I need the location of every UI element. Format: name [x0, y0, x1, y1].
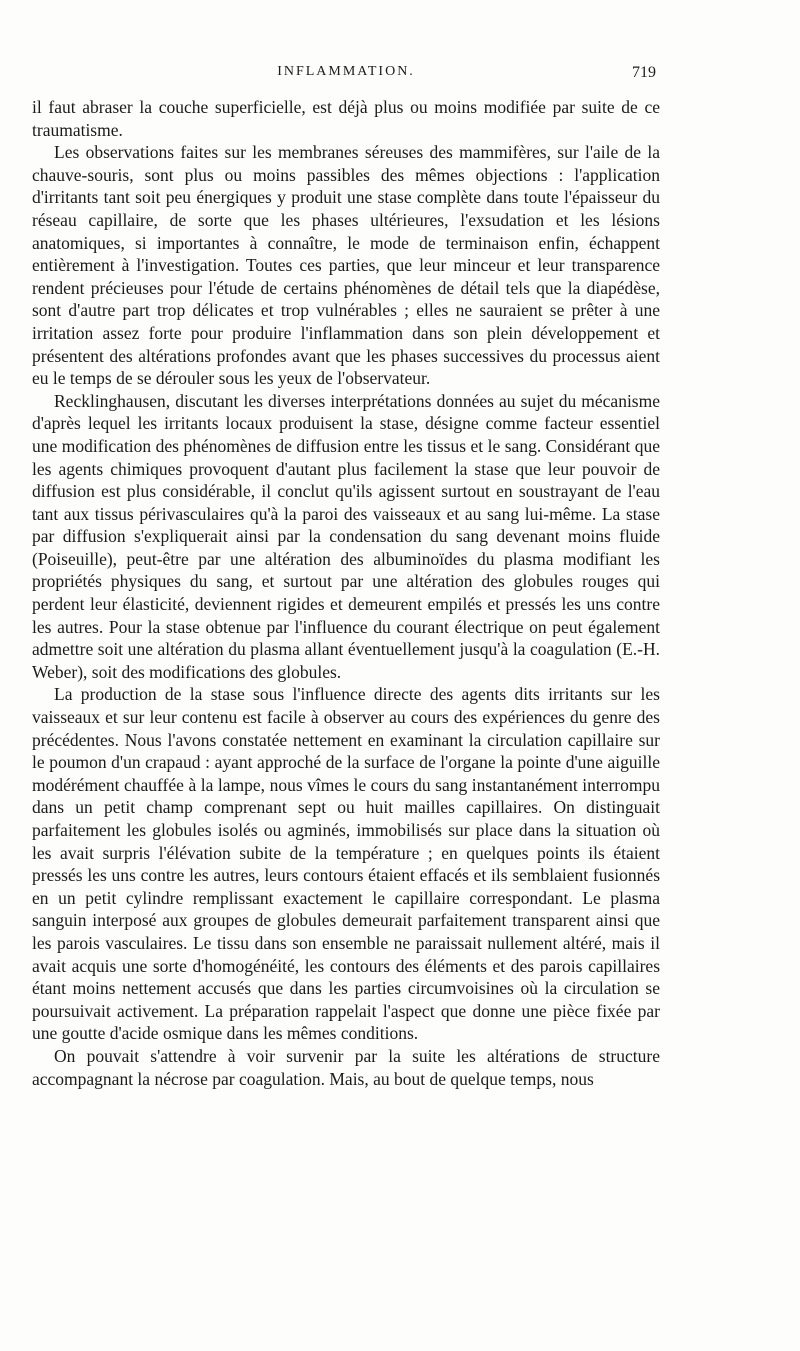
page-number: 719: [632, 64, 656, 81]
paragraph-1: il faut abraser la couche superficielle, est déjà plus ou moins modifiée par suite de ce traumatisme.: [32, 97, 660, 140]
body-text: [32, 96, 660, 1090]
paragraph-5: On pouvait s'attendre à voir survenir par la suite les altérations de structure accompagnant la nécrose par coagulation. Mais, au bout de quelque temps, nous: [32, 1045, 660, 1089]
page-header: [32, 64, 660, 92]
paragraph-3: Recklinghausen, discutant les diverses interprétations données au sujet du mécanisme d'après lequel les irritants locaux produisent la stase, désigne comme facteur essentiel une modification des phénomènes de diffusion entre les tissus et le sang. Considérant que les agents chimiques provoquent d'autant plus facilement la stase que leur pouvoir de diffusion est plus considérable, il conclut qu'ils agissent surtout en soustrayant de l'eau tant aux tissus périvasculaires qu'à la paroi des vaisseaux et au sang lui-même. La stase par diffusion s'expliquerait ainsi par la condensation du sang devenant moins fluide (Poiseuille), peut-être par une altération des albuminoïdes du plasma modifiant les propriétés physiques du sang, et surtout par une altération des globules rouges qui perdent leur élasticité, deviennent rigides et demeurent empilés et pressés les uns contre les autres. Pour la stase obtenue par l'influence du courant électrique on peut également admettre soit une altération du plasma allant éventuellement jusqu'à la coagulation (E.-H. Weber), soit des modifications des globules.: [32, 390, 660, 682]
paragraph-2: Les observations faites sur les membranes séreuses des mammifères, sur l'aile de la chauve-souris, sont plus ou moins passibles des mêmes objections : l'application d'irritants tant soit peu énergiques y produit une stase complète dans toute l'épaisseur du réseau capillaire, de sorte que les phases ultérieures, l'exsudation et les lésions anatomiques, si importantes à connaître, le mode de terminaison enfin, échappent entièrement à l'investigation. Toutes ces parties, que leur minceur et leur transparence rendent précieuses pour l'étude de certains phénomènes de détail tels que la diapédèse, sont d'autre part trop délicates et trop vulnérables ; elles ne sauraient se prêter à une irritation assez forte pour produire l'inflammation dans son plein développement et présentent des altérations profondes avant que les phases successives du processus aient eu le temps de se dérouler sous les yeux de l'observateur.: [32, 142, 660, 389]
running-title: INFLAMMATION.: [277, 64, 415, 79]
paragraph-4: La production de la stase sous l'influence directe des agents dits irritants sur les vaisseaux et sur leur contenu est facile à observer au cours des expériences du genre des précédentes. Nous l'avons constatée nettement en examinant la circulation capillaire sur le poumon d'un crapaud : ayant approché de la surface de l'organe la pointe d'une aiguille modérément chauffée à la lampe, nous vîmes le cours du sang instantanément interrompu dans un petit champ comprenant sept ou huit mailles capillaires. On distinguait parfaitement les globules isolés ou agminés, immobilisés sur place dans la situation où les avait surpris l'élévation subite de la température ; en quelques points ils étaient pressés les uns contre les autres, leurs contours étaient effacés et ils semblaient fusionnés en un petit cylindre remplissant exactement le capillaire correspondant. Le plasma sanguin interposé aux groupes de globules demeurait parfaitement transparent ainsi que les parois vasculaires. Le tissu dans son ensemble ne paraissait nullement altéré, mais il avait acquis une sorte d'homogénéité, les contours des éléments et des parois capillaires étant moins nettement accusés que dans les parties circumvoisines où la circulation se poursuivait activement. La préparation rappelait l'aspect que donne une pièce fixée par une goutte d'acide osmique dans les mêmes conditions.: [32, 684, 660, 1044]
